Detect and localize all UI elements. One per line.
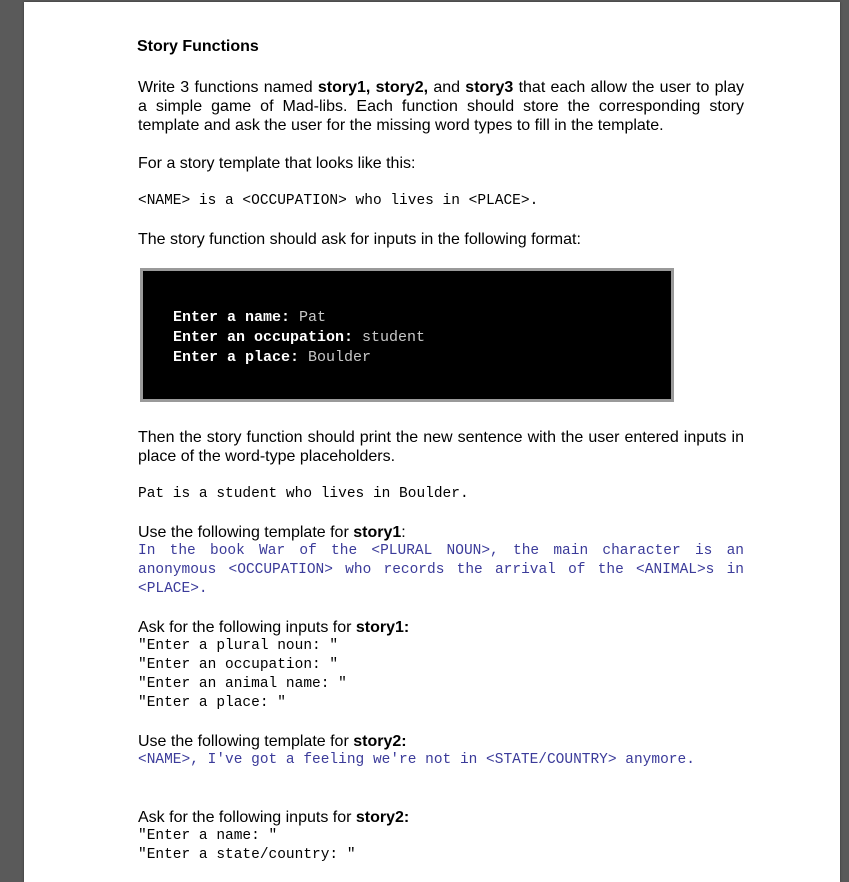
fn-name-story3: story3: [465, 79, 514, 96]
story2-input-line: "Enter a state/country: ": [138, 847, 356, 863]
terminal-line: Enter a place: Boulder: [173, 349, 372, 366]
terminal-line: Enter an occupation: student: [173, 329, 426, 346]
fn-name-story2: story2,: [375, 79, 429, 96]
template-example: <NAME> is a <OCCUPATION> who lives in <PLACE>.: [138, 193, 539, 209]
template-intro: For a story template that looks like this:: [138, 155, 416, 172]
story2-input-line: "Enter a name: ": [138, 828, 278, 844]
page-title: Story Functions: [137, 38, 259, 55]
terminal-example: [140, 268, 674, 402]
ask-intro: The story function should ask for inputs in the following format:: [138, 231, 581, 248]
fn-name-story1: story1,: [317, 79, 371, 96]
print-example: Pat is a student who lives in Boulder.: [138, 486, 469, 502]
story2-template-label: Use the following template for story2:: [138, 733, 407, 750]
story1-inputs-label: Ask for the following inputs for story1:: [138, 619, 410, 636]
story1-template-label: Use the following template for story1:: [138, 524, 406, 541]
story1-input-line: "Enter a plural noun: ": [138, 638, 339, 654]
story1-input-line: "Enter an occupation: ": [138, 657, 339, 673]
story2-template-text: <NAME>, I've got a feeling we're not in <STATE/COUNTRY> anymore.: [138, 752, 695, 768]
print-intro: Then the story function should print the new sentence with the user entered inputs in place of the word-type placeholders.: [138, 429, 744, 465]
intro-paragraph: Write 3 functions named story1, story2, and story3 that each allow the user to play a simple game of Mad-libs. Each function should store the corresponding story template and ask the user for the missing word types to fill in the template.: [138, 79, 744, 134]
terminal-line: Enter a name: Pat: [173, 309, 327, 326]
story2-inputs-label: Ask for the following inputs for story2:: [138, 809, 410, 826]
story1-input-line: "Enter a place: ": [138, 695, 286, 711]
document-page: [24, 2, 840, 882]
story1-input-line: "Enter an animal name: ": [138, 676, 347, 692]
story1-template-text: In the book War of the <PLURAL NOUN>, the main character is an anonymous <OCCUPATION> who records the arrival of the <ANIMAL>s in <PLACE>.: [138, 543, 744, 597]
